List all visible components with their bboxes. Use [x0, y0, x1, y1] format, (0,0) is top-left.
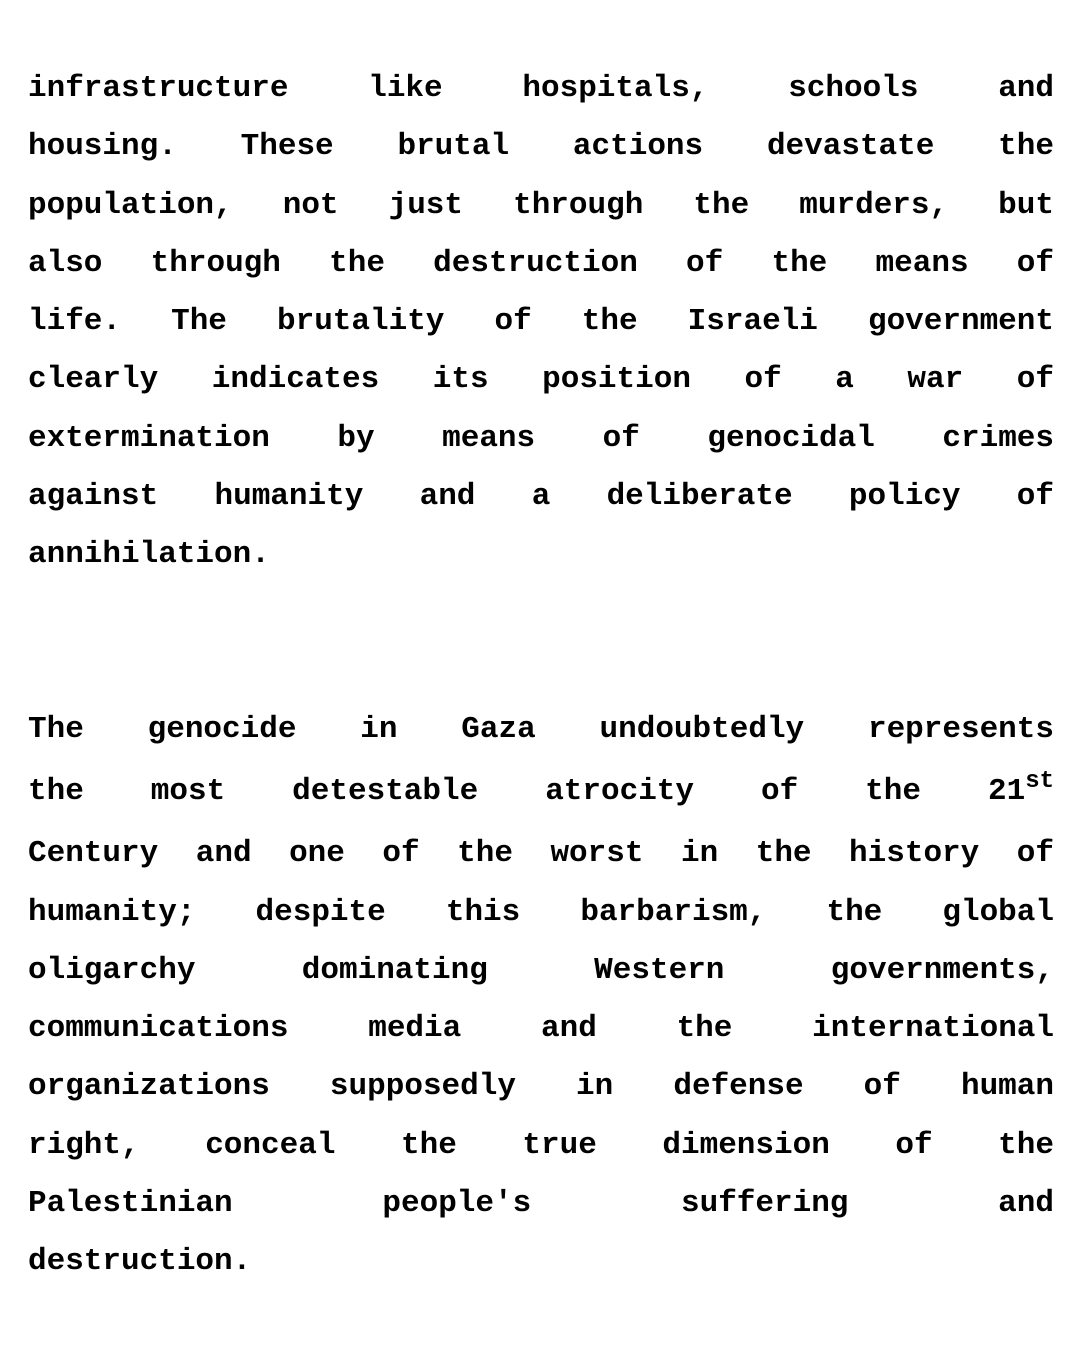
text-line: also through the destruction of the means of: [28, 245, 1054, 281]
text-line: Palestinian people's suffering and: [28, 1186, 1054, 1222]
ordinal-superscript: st: [1025, 768, 1054, 796]
text-line: The genocide in Gaza undoubtedly represents: [28, 712, 1054, 747]
text-line: humanity; despite this barbarism, the global: [28, 894, 1054, 930]
text-line: population, not just through the murders, but: [28, 187, 1054, 223]
text-line-main: the most detestable atrocity of the 21: [28, 774, 1026, 810]
text-line: extermination by means of genocidal crimes: [28, 420, 1054, 456]
text-line: organizations supposedly in defense of human: [28, 1069, 1054, 1105]
text-line: oligarchy dominating Western governments,: [28, 952, 1054, 988]
text-line: infrastructure like hospitals, schools and: [28, 71, 1054, 106]
text-line: Century and one of the worst in the history of: [28, 836, 1054, 872]
text-line-with-superscript: [28, 759, 1054, 825]
text-line: annihilation.: [28, 537, 270, 573]
text-line: life. The brutality of the Israeli government: [28, 304, 1054, 340]
paragraph-2: [28, 701, 1054, 1292]
text-line: clearly indicates its position of a war of: [28, 362, 1054, 398]
paragraph-1: [28, 60, 1054, 585]
text-line: housing. These brutal actions devastate the: [28, 129, 1054, 165]
text-line: right, conceal the true dimension of the: [28, 1127, 1054, 1163]
text-line: communications media and the international: [28, 1011, 1054, 1047]
text-line: against humanity and a deliberate policy of: [28, 479, 1054, 515]
text-line: destruction.: [28, 1244, 252, 1280]
